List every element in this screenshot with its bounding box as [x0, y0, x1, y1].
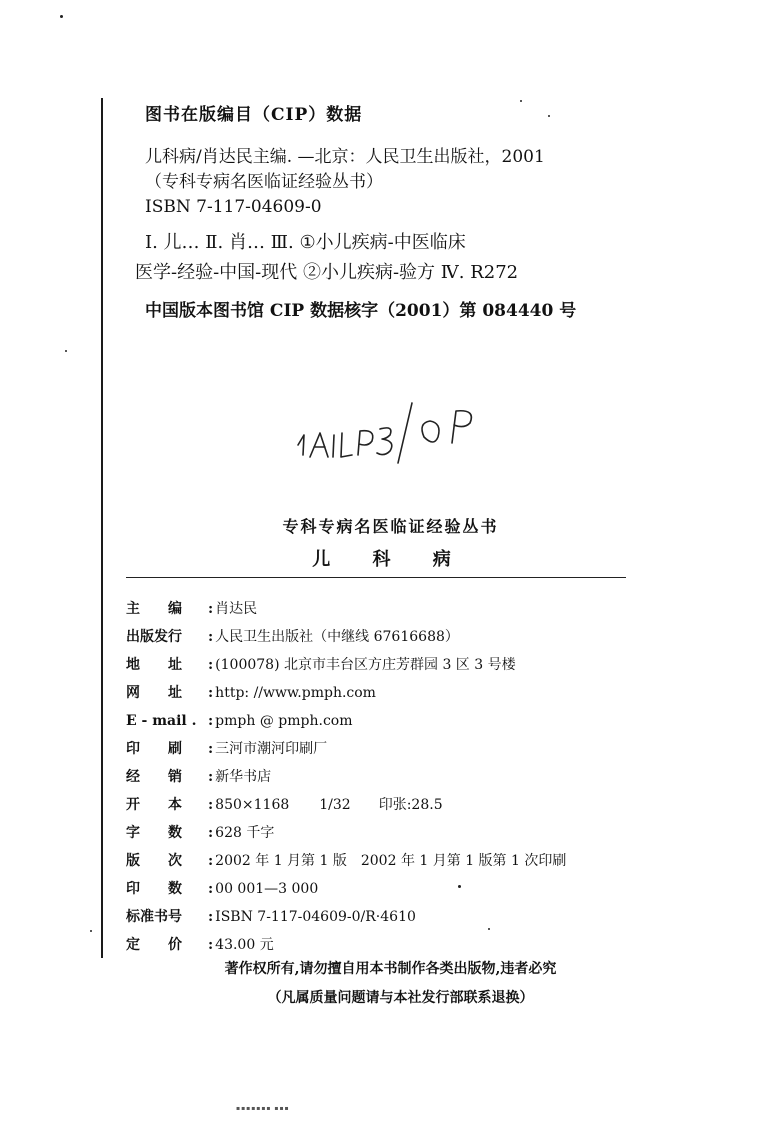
- info-label: 定 价: [126, 937, 182, 953]
- info-value: (100078) 北京市丰台区方庄芳群园 3 区 3 号楼: [215, 657, 516, 673]
- info-row-address: 地 址 : (100078) 北京市丰台区方庄芳群园 3 区 3 号楼: [126, 651, 646, 679]
- info-row-format: 开 本 : 850×1168 1/32 印张:28.5: [126, 791, 646, 819]
- info-label: E - mail .: [126, 713, 197, 729]
- scan-speck: [60, 15, 63, 18]
- scan-footer-mark: ▪▪▪▪▪▪▪ ▪▪▪: [236, 1105, 290, 1112]
- series-title: 专科专病名医临证经验丛书: [282, 517, 499, 536]
- info-row-printrun: 印 数 : 00 001—3 000: [126, 875, 646, 903]
- info-row-wordcount: 字 数 : 628 千字: [126, 819, 646, 847]
- info-label: 出版发行: [126, 629, 182, 645]
- scan-speck: [90, 930, 92, 932]
- cip-series-line: （专科专病名医临证经验丛书）: [145, 172, 383, 192]
- cip-check-number: 中国版本图书馆 CIP 数据核字（2001）第 084440 号: [145, 301, 577, 321]
- cip-heading: 图书在版编目（CIP）数据: [145, 105, 363, 125]
- info-label: 字 数: [126, 825, 182, 841]
- info-value: 2002 年 1 月第 1 版 2002 年 1 月第 1 版第 1 次印刷: [215, 853, 567, 869]
- info-label: 标准书号: [126, 909, 182, 925]
- cip-classification-line-2: 医学-经验-中国-现代 ②小儿疾病-验方 Ⅳ. R272: [135, 262, 519, 283]
- info-row-isbn: 标准书号 : ISBN 7-117-04609-0/R·4610: [126, 903, 646, 931]
- cip-classification-line-1: Ⅰ. 儿… Ⅱ. 肖… Ⅲ. ①小儿疾病-中医临床: [145, 232, 466, 253]
- info-value: 肖达民: [215, 601, 258, 617]
- info-label: 网 址: [126, 685, 182, 701]
- info-row-edition: 版 次 : 2002 年 1 月第 1 版 2002 年 1 月第 1 版第 1 次印刷: [126, 847, 646, 875]
- book-title: 儿 科 病: [312, 549, 469, 570]
- cip-title-line: 儿科病/肖达民主编. —北京：人民卫生出版社，2001: [145, 147, 545, 167]
- info-value: 628 千字: [215, 825, 275, 841]
- info-value: 00 001—3 000: [215, 881, 319, 897]
- info-label: 主 编: [126, 601, 182, 617]
- info-row-printer: 印 刷 : 三河市潮河印刷厂: [126, 735, 646, 763]
- info-row-editor: 主 编 : 肖达民: [126, 595, 646, 623]
- info-value-sheets: 印张:28.5: [378, 797, 443, 813]
- info-label: 印 刷: [126, 741, 182, 757]
- info-row-price: 定 价 : 43.00 元: [126, 931, 646, 959]
- info-value: ISBN 7-117-04609-0/R·4610: [215, 909, 416, 925]
- info-row-email: E - mail . : pmph @ pmph.com: [126, 707, 646, 735]
- info-label: 地 址: [126, 657, 182, 673]
- info-label: 印 数: [126, 881, 182, 897]
- scan-speck: [65, 350, 67, 352]
- cip-data-block: [135, 100, 665, 326]
- handwritten-inscription: [290, 395, 490, 470]
- info-label: 版 次: [126, 853, 182, 869]
- info-value-fold: 1/32: [319, 797, 351, 813]
- info-value: 新华书店: [215, 769, 272, 785]
- info-value: 三河市潮河印刷厂: [215, 741, 328, 757]
- info-value: 人民卫生出版社（中继线 67616688）: [215, 629, 459, 645]
- info-label: 经 销: [126, 769, 182, 785]
- info-value: 43.00 元: [215, 937, 274, 953]
- cip-isbn-line: ISBN 7-117-04609-0: [145, 197, 322, 217]
- info-row-website: 网 址 : http: //www.pmph.com: [126, 679, 646, 707]
- info-value: 850×1168: [215, 797, 290, 813]
- returns-note: （凡属质量问题请与本社发行部联系退换）: [267, 990, 534, 1006]
- info-label: 开 本: [126, 797, 182, 813]
- copyright-notice: 著作权所有,请勿擅自用本书制作各类出版物,违者必究: [224, 961, 557, 977]
- publication-info: [126, 595, 646, 959]
- info-row-distributor: 经 销 : 新华书店: [126, 763, 646, 791]
- email-link[interactable]: pmph @ pmph.com: [215, 713, 353, 729]
- website-link[interactable]: http: //www.pmph.com: [215, 685, 376, 701]
- info-row-publisher: 出版发行 : 人民卫生出版社（中继线 67616688）: [126, 623, 646, 651]
- divider: [126, 577, 626, 578]
